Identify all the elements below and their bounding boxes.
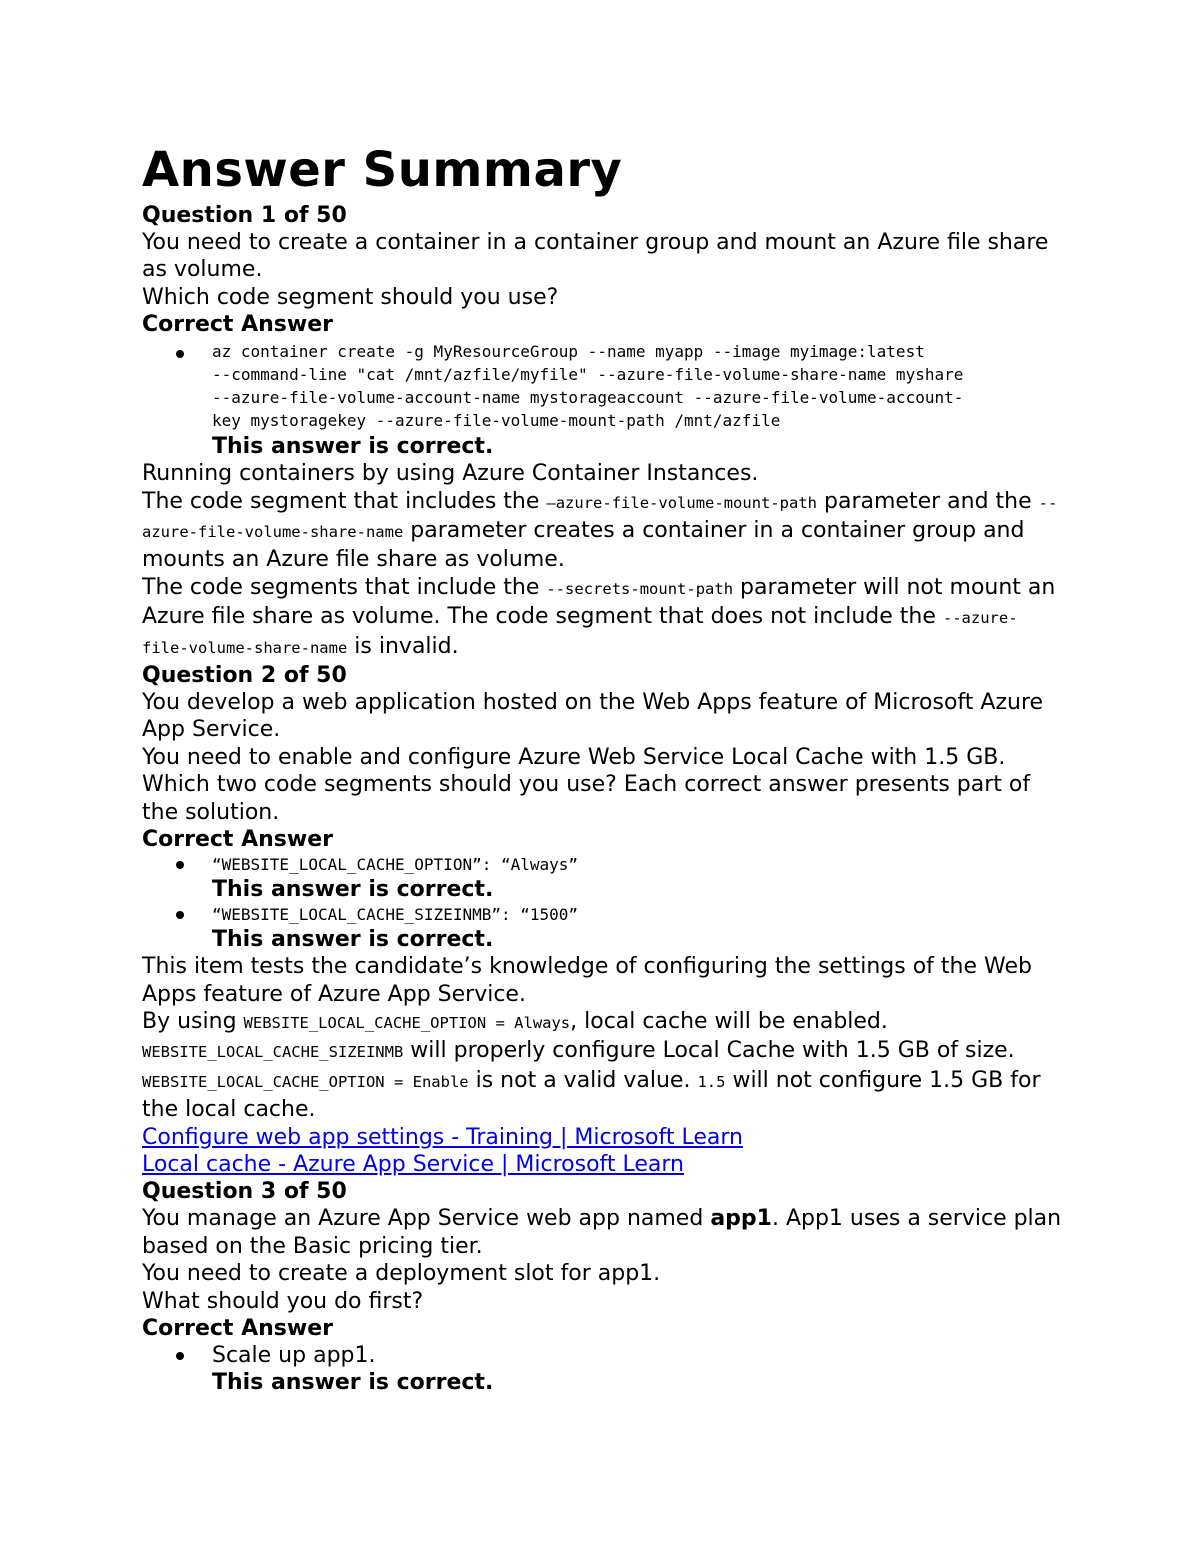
bullet-icon <box>176 1352 184 1360</box>
answer-code: “WEBSITE_LOCAL_CACHE_OPTION”: “Always” <box>212 855 579 875</box>
question-2-explanation-2: By using WEBSITE_LOCAL_CACHE_OPTION = Always, local cache will be enabled. WEBSITE_LOCAL_CACHE_SIZEINMB will properly configure Local Cache with 1.5 GB of size. WEBSITE_LOCAL_CACHE_OPTION = Enable is not a valid value. 1.5 will not configure 1.5 GB for the local cache. <box>142 1008 1041 1123</box>
question-2-header: Question 2 of 50 <box>142 663 347 689</box>
question-1-header: Question 1 of 50 <box>142 203 347 228</box>
question-2-explanation-1: This item tests the candidate’s knowledge of configuring the settings of the Web Apps feature of Azure App Service. <box>142 954 1032 1007</box>
question-3-correct-label: Correct Answer <box>142 1315 333 1341</box>
answer-code: “WEBSITE_LOCAL_CACHE_SIZEINMB”: “1500” <box>212 905 579 925</box>
answer-text: Scale up app1. <box>212 1342 376 1368</box>
question-3-prompt-2: You need to create a deployment slot for app1. <box>142 1261 661 1287</box>
question-2-prompt-2: You need to enable and configure Azure Web Service Local Cache with 1.5 GB. <box>142 744 1006 770</box>
answer-code-line: --azure-file-volume-account-name mystorageaccount --azure-file-volume-account- <box>212 388 964 408</box>
question-2-prompt: You develop a web application hosted on the Web Apps feature of Microsoft Azure App Service. <box>142 690 1044 743</box>
answer-code-line: --command-line "cat /mnt/azfile/myfile" --azure-file-volume-share-name myshare <box>212 365 964 385</box>
question-2-answer-1 <box>142 853 1062 903</box>
link-configure-web-app-settings[interactable]: Configure web app settings - Training | Microsoft Learn <box>142 1124 743 1150</box>
question-1-explanation-2: The code segment that includes the –azure-file-volume-mount-path parameter and the --azure-file-volume-share-name parameter creates a container in a container group and mounts an Azure file share as volume. <box>142 488 1058 573</box>
correct-note: This answer is correct. <box>212 877 494 903</box>
bullet-icon <box>176 350 184 358</box>
question-3-prompt-3: What should you do first? <box>142 1288 424 1314</box>
question-2-prompt-3: Which two code segments should you use? Each correct answer presents part of the solution. <box>142 772 1031 825</box>
bullet-icon <box>176 911 184 919</box>
link-local-cache[interactable]: Local cache - Azure App Service | Microsoft Learn <box>142 1151 684 1177</box>
question-2-correct-label: Correct Answer <box>142 827 333 853</box>
question-1-prompt-2: Which code segment should you use? <box>142 284 559 310</box>
question-3-header: Question 3 of 50 <box>142 1179 347 1205</box>
bullet-icon <box>176 861 184 869</box>
correct-note: This answer is correct. <box>212 434 494 460</box>
page-title: Answer Summary <box>142 142 623 198</box>
question-3-prompt: You manage an Azure App Service web app named app1. App1 uses a service plan based on the Basic pricing tier. <box>142 1206 1062 1259</box>
answer-code-line: az container create -g MyResourceGroup --name myapp --image myimage:latest <box>212 342 925 362</box>
question-2-answer-2 <box>142 903 1062 953</box>
question-1-explanation-3: The code segments that include the --secrets-mount-path parameter will not mount an Azure file share as volume. The code segment that does not include the --azure-file-volume-share-name is invalid. <box>142 574 1056 659</box>
question-3-answer-1 <box>142 1342 1062 1396</box>
question-1-answer <box>142 340 1062 460</box>
question-1-correct-label: Correct Answer <box>142 312 333 338</box>
document-page <box>142 140 1062 1396</box>
answer-code-line: key mystoragekey --azure-file-volume-mount-path /mnt/azfile <box>212 411 781 431</box>
question-1-explanation-1: Running containers by using Azure Container Instances. <box>142 461 759 487</box>
correct-note: This answer is correct. <box>212 927 494 953</box>
correct-note: This answer is correct. <box>212 1369 494 1395</box>
question-1-prompt: You need to create a container in a container group and mount an Azure file share as volume. <box>142 230 1049 283</box>
